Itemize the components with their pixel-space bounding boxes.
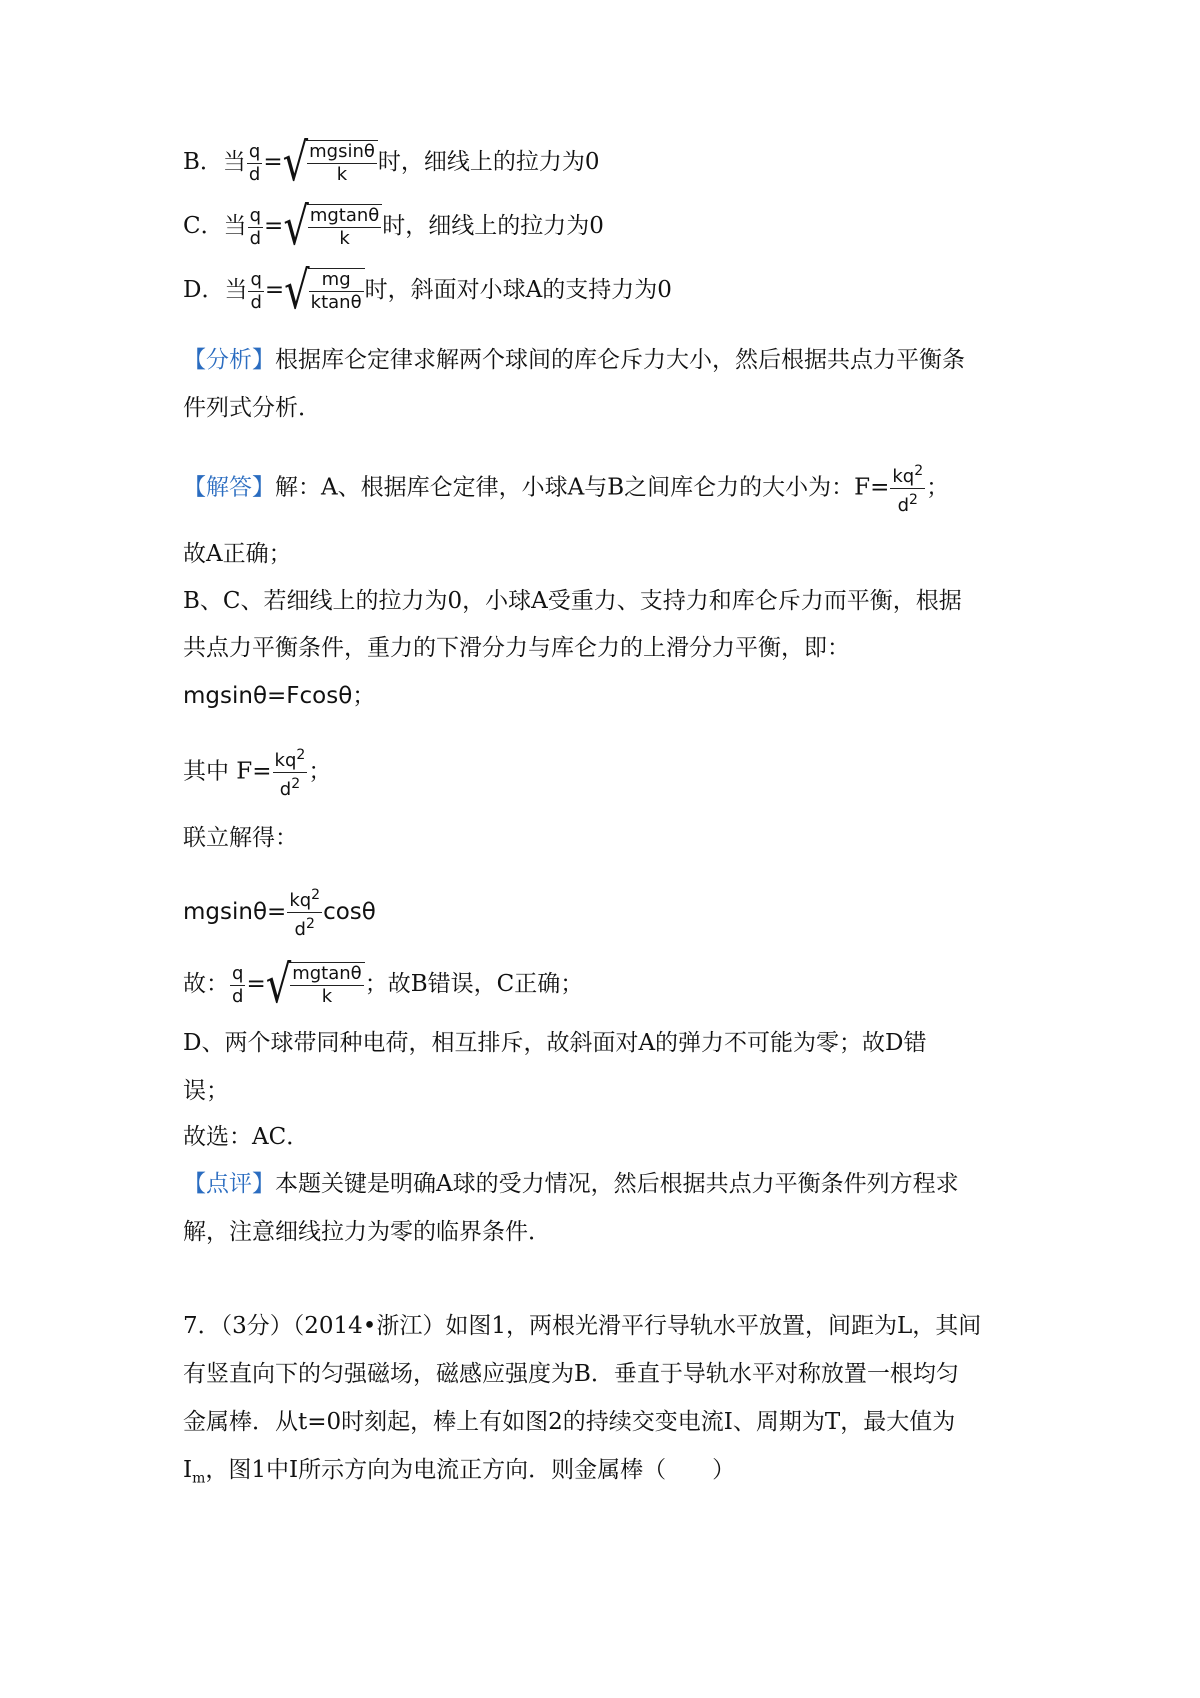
analysis-line-2: 件列式分析．	[183, 395, 321, 421]
q7-line-4: $I_m$，图1中I所示方向为电流正方向．则金属棒（ ）	[183, 1457, 736, 1487]
sqrt-expression: √ $\frac{mg}{ktan\theta}$	[284, 268, 364, 314]
answer-line-1: 【解答】解：A、根据库仑定律，小球A与B之间库仑力的大小为：F= $\frac{kq^2}{d^2}$ ；	[183, 460, 949, 517]
q7-line-1: 7．（3分）（2014•浙江）如图1，两根光滑平行导轨水平放置，间距为L，其间	[183, 1313, 982, 1339]
answer-line-5: mgsinθ=Fcosθ；	[183, 683, 376, 709]
answer-line-10: D、两个球带同种电荷，相互排斥，故斜面对A的弹力不可能为零；故D错	[183, 1030, 927, 1056]
q-over-d: $\frac{q}{d}$	[232, 962, 244, 1007]
answer-line-8: mgsinθ= $\frac{kq^2}{d^2}$ cosθ	[183, 884, 376, 941]
answer-tag: 【解答】	[183, 474, 275, 501]
q7-line-2: 有竖直向下的匀强磁场，磁感应强度为B．垂直于导轨水平对称放置一根均匀	[183, 1361, 959, 1387]
answer-line-7: 联立解得：	[183, 825, 298, 851]
q7-line-3: 金属棒．从t=0时刻起，棒上有如图2的持续交变电流I、周期为T，最大值为	[183, 1409, 956, 1435]
analysis-tag: 【分析】	[183, 347, 275, 373]
answer-line-6: 其中 F= $\frac{kq^2}{d^2}$ ；	[183, 744, 331, 801]
coulomb-formula: $\frac{kq^2}{d^2}$	[287, 884, 322, 941]
coulomb-formula: $\frac{kq^2}{d^2}$	[273, 744, 308, 801]
answer-line-12: 故选：AC．	[183, 1124, 310, 1150]
answer-line-11: 误；	[183, 1078, 229, 1104]
answer-line-2: 故A正确；	[183, 541, 292, 567]
comment-line-1: 【点评】本题关键是明确A球的受力情况，然后根据共点力平衡条件列方程求	[183, 1171, 959, 1197]
option-d: D．当 $\frac{q}{d}$ =√ $\frac{mg}{ktan\theta}$ 时，斜面对小球A的支持力为0	[183, 261, 672, 321]
sqrt-expression: √ $\frac{mgtan\theta}{k}$	[266, 962, 365, 1008]
q-over-d: $\frac{q}{d}$	[249, 204, 262, 249]
answer-line-4: 共点力平衡条件，重力的下滑分力与库仑力的上滑分力平衡，即：	[183, 635, 850, 661]
answer-line-3: B、C、若细线上的拉力为0，小球A受重力、支持力和库仑斥力而平衡，根据	[183, 588, 962, 614]
option-b: B．当 $\frac{q}{d}$ =√ $\frac{mgsin\theta}{k}$ 时，细线上的拉力为0	[183, 133, 600, 193]
sqrt-expression: √ $\frac{mgtan\theta}{k}$	[283, 204, 382, 250]
answer-line-9: 故： $\frac{q}{d}$ =√ $\frac{mgtan\theta}{k}$ ；故B错误，C正确；	[183, 955, 584, 1015]
sqrt-expression: √ $\frac{mgsin\theta}{k}$	[283, 140, 378, 186]
option-c: C．当 $\frac{q}{d}$ =√ $\frac{mgtan\theta}{k}$ 时，细线上的拉力为0	[183, 197, 604, 257]
analysis-line-1: 【分析】根据库仑定律求解两个球间的库仑斥力大小，然后根据共点力平衡条	[183, 347, 965, 373]
q-over-d: $\frac{q}{d}$	[248, 140, 261, 185]
q-over-d: $\frac{q}{d}$	[250, 268, 262, 313]
comment-tag: 【点评】	[183, 1171, 275, 1197]
comment-line-2: 解，注意细线拉力为零的临界条件．	[183, 1219, 551, 1245]
coulomb-formula: $\frac{kq^2}{d^2}$	[890, 460, 925, 517]
